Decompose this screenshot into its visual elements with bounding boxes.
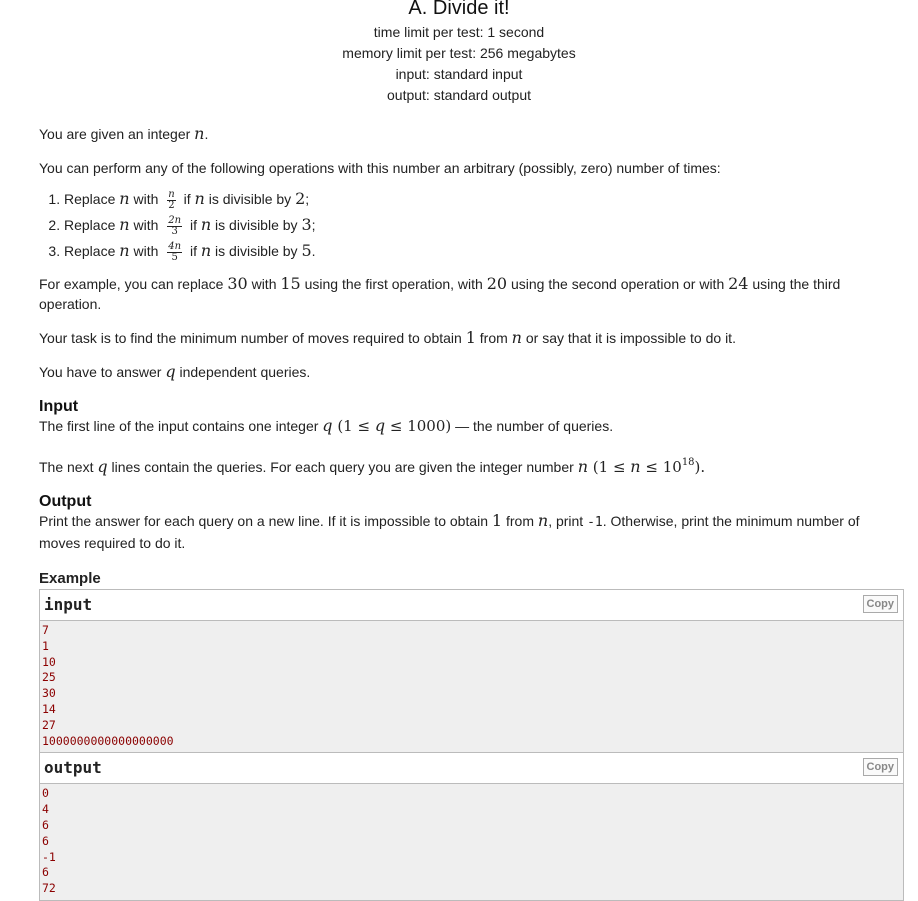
sample-line: 27: [42, 717, 56, 732]
input-line-1: The first line of the input contains one integer q (1 ≤ q ≤ 1000) — the number of queries.: [39, 416, 614, 435]
task-paragraph: Your task is to find the minimum number of moves required to obtain 1 from n or say that it is impossible to do it.: [39, 328, 736, 347]
intro-paragraph: You are given an integer n.: [39, 124, 209, 143]
output-description: Print the answer for each query on a new line. If it is impossible to obtain 1 from n, print -1. Otherwise, print the minimum number of moves required to do it.: [39, 511, 860, 551]
operation-item: 1. Replace n with $\frac{n}{2}$ if n is divisible by 2;: [64, 186, 904, 212]
problem-statement: [39, 124, 904, 901]
sample-output-content: [40, 784, 903, 900]
sample-input-block: [39, 589, 904, 901]
operation-item: 3. Replace n with $\frac{4n}{5}$ if n is divisible by 5.: [64, 238, 904, 264]
sample-line: 72: [42, 881, 56, 896]
copy-input-button[interactable]: Copy: [863, 595, 899, 613]
sample-input-content: [40, 621, 903, 752]
problem-header: [0, 0, 918, 106]
output-type: output: standard output: [387, 87, 531, 103]
queries-paragraph: You have to answer q independent queries.: [39, 362, 311, 381]
output-section-title: Output: [39, 493, 92, 510]
sample-line: 0: [42, 786, 49, 801]
example-paragraph: For example, you can replace 30 with 15 using the first operation, with 20 using the second operation or with 24 using the third operation.: [39, 274, 841, 312]
problem-title: A. Divide it!: [408, 0, 510, 19]
operation-item: 2. Replace n with $\frac{2n}{3}$ if n is divisible by 3;: [64, 212, 904, 238]
sample-line: 7: [42, 623, 49, 637]
sample-line: 6: [42, 833, 49, 848]
input-type: input: standard input: [395, 66, 523, 82]
operations-list: [39, 186, 904, 264]
time-limit: time limit per test: 1 second: [373, 24, 545, 40]
operations-intro: You can perform any of the following operations with this number an arbitrary (possibly, zero) number of times:: [39, 160, 721, 176]
memory-limit: memory limit per test: 256 megabytes: [342, 45, 576, 61]
sample-line: -1: [42, 849, 56, 864]
sample-line: 6: [42, 865, 49, 880]
sample-line: 25: [42, 670, 56, 685]
sample-output-label: output: [44, 758, 102, 778]
sample-line: 1: [42, 638, 49, 653]
sample-line: 10: [42, 654, 56, 669]
input-line-2: The next q lines contain the queries. For each query you are given the integer number n $(1 \le n \le 10^{18})$.: [39, 457, 706, 476]
sample-line: 6: [42, 817, 49, 832]
sample-line: 30: [42, 686, 56, 701]
sample-input-label: input: [44, 595, 93, 614]
sample-line: 4: [42, 802, 49, 817]
example-title: Example: [39, 570, 101, 587]
sample-line: 14: [42, 701, 56, 716]
input-section-title: Input: [39, 398, 79, 415]
sample-line: 1000000000000000000: [42, 733, 174, 748]
copy-output-button[interactable]: Copy: [863, 758, 899, 776]
